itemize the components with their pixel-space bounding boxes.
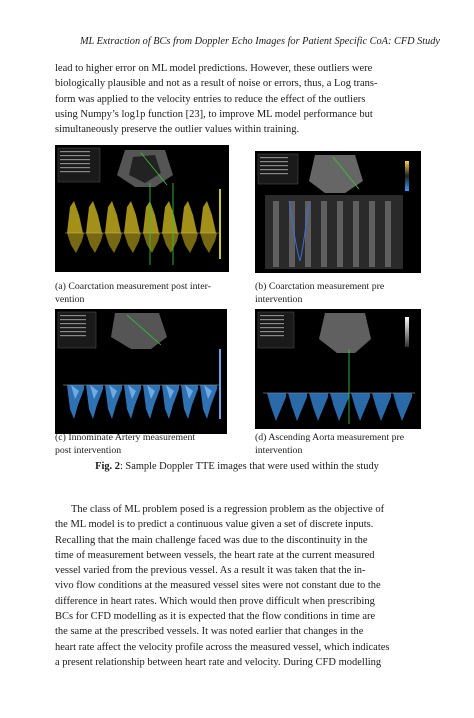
text-line: form was applied to the velocity entries to reduce the effect of the outliers (55, 93, 366, 105)
caption-line: intervention (255, 444, 303, 456)
subfigure-caption-d (255, 432, 423, 457)
doppler-image-b (255, 151, 421, 273)
text-line: the ML model is to predict a continuous value given a set of discrete inputs. (55, 519, 374, 531)
text-line: lead to higher error on ML model predictions. However, these outliers were (55, 63, 373, 74)
text-line: heart rate affect the velocity profile across the measured vessel, which indicates (55, 641, 390, 653)
text-line: a present relationship between heart rate and velocity. During CFD modelling (55, 656, 382, 668)
text-line: using Numpy’s log1p function [23], to improve ML model performance but (55, 108, 373, 120)
text-line: vivo flow conditions at the measured vessel sites were not constant due to the (55, 580, 381, 592)
figure-label: Fig. 2 (95, 461, 120, 472)
text-line: biologically plausible and not as a result of noise or errors, thus, a Log trans- (55, 78, 378, 90)
text-line: the same at the prescribed vessels. It was noted earlier that changes in the (55, 626, 364, 638)
text-line: vessel varied from the previous vessel. As a result it was taken that the in- (55, 565, 366, 577)
caption-line: vention (55, 293, 85, 305)
subfigure-caption-b (255, 281, 423, 306)
text-line: The class of ML problem posed is a regression problem as the objective of (71, 504, 385, 515)
paragraph-bottom (55, 502, 421, 670)
subfigure-caption-a (55, 281, 223, 306)
text-line: difference in heart rates. Which would then prove difficult when prescribing (55, 595, 375, 607)
doppler-image-c (55, 309, 227, 434)
caption-line: (d) Ascending Aorta measurement pre (255, 432, 405, 443)
text-line: time of measurement between vessels, the heart rate at the current measured (55, 549, 375, 561)
caption-line: post intervention (55, 444, 122, 456)
doppler-image-d (255, 309, 421, 429)
text-line: Recalling that the main challenge faced was due to the discontinuity in the (55, 534, 368, 546)
running-head: ML Extraction of BCs from Doppler Echo Images for Patient Specific CoA: CFD Study (79, 36, 440, 47)
paragraph-top (55, 61, 421, 137)
doppler-image-a (55, 145, 229, 272)
figure-caption-text: : Sample Doppler TTE images that were used within the study (119, 461, 379, 472)
caption-line: (a) Coarctation measurement post inter- (55, 281, 211, 292)
text-line: simultaneously preserve the outlier values within training. (55, 124, 300, 136)
text-line: BCs for CFD modelling as it is expected that the flow conditions in time are (55, 611, 376, 623)
caption-line: (b) Coarctation measurement pre (255, 281, 385, 292)
subfigure-caption-c (55, 432, 223, 457)
caption-line: intervention (255, 293, 303, 305)
caption-line: (c) Innominate Artery measurement (55, 432, 196, 443)
figure-caption (0, 461, 474, 472)
